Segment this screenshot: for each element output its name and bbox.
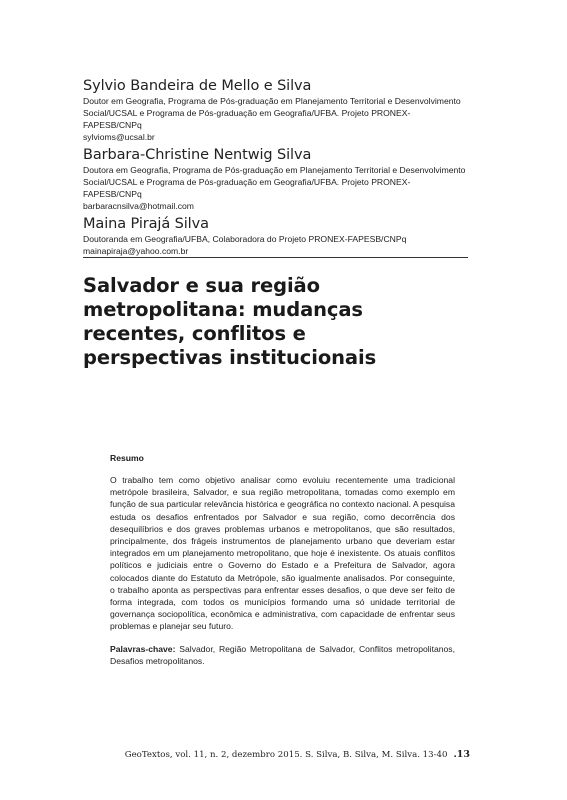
author-name: Barbara-Christine Nentwig Silva (83, 147, 312, 163)
keywords-list: Salvador, Região Metropolitana de Salvador, Conflitos metropolitanos, Desafios metropolitanos. (110, 643, 455, 666)
author-block (83, 216, 468, 257)
author-email[interactable]: sylvioms@ucsal.br (83, 132, 155, 142)
author-affiliation: Doutoranda em Geografia/UFBA, Colaboradora do Projeto PRONEX-FAPESB/CNPq (83, 234, 407, 244)
abstract-section (110, 453, 455, 667)
author-list (83, 78, 468, 261)
abstract-body: O trabalho tem como objetivo analisar como evoluiu recentemente uma tradicional metrópole brasileira, Salvador, e sua região metropolitana, tomadas como exemplo em função de sua particular relevância histórica e geográfica no contexto nacional. A pesquisa estuda os desafios enfrentados por Salvador e sua região, como decorrência dos desequilíbrios e dos graves problemas urbanos e metropolitanos, que são resultados, principalmente, dos frágeis instrumentos de planejamento urbano que deveriam estar integrados em um planejamento metropolitano, que hoje é inexistente. Os atuais conflitos políticos e judiciais entre o Governo do Estado e a Prefeitura de Salvador, agora colocados diante do Estatuto da Metrópole, são igualmente analisados. Por conseguinte, o trabalho aponta as perspectivas para enfrentar esses desafios, o que deve ser feito de forma integrada, com todos os municípios formando uma só unidade territorial de governança sociopolítica, econômica e administrativa, com capacidade de enfrentar seus problemas e planejar seu futuro. (110, 475, 455, 632)
header-divider (83, 257, 468, 258)
keywords-label: Palavras-chave: (110, 643, 176, 654)
author-block (83, 78, 468, 143)
author-email[interactable]: barbaracnsilva@hotmail.com (83, 201, 194, 211)
keywords (110, 643, 455, 667)
author-affiliation: Doutora em Geografia, Programa de Pós-graduação em Planejamento Territorial e Desenvolvimento Social/UCSAL e Programa de Pós-graduação em Geografia/UFBA. Projeto PRONEX-FAPESB/CNPq (83, 165, 466, 199)
author-block (83, 147, 468, 212)
page-number: .13 (453, 749, 470, 760)
author-affiliation: Doutor em Geografia, Programa de Pós-graduação em Planejamento Territorial e Desenvolvimento Social/UCSAL e Programa de Pós-graduação em Geografia/UFBA. Projeto PRONEX-FAPESB/CNPq (83, 96, 461, 130)
article-title: Salvador e sua região metropolitana: mudanças recentes, conflitos e perspectivas institucionais (83, 274, 377, 369)
author-name: Sylvio Bandeira de Mello e Silva (83, 78, 312, 94)
footer-citation: GeoTextos, vol. 11, n. 2, dezembro 2015. S. Silva, B. Silva, M. Silva. 13-40 (124, 750, 448, 760)
abstract-heading: Resumo (110, 453, 144, 463)
page-footer (0, 749, 470, 760)
author-name: Maina Pirajá Silva (83, 216, 209, 232)
author-email[interactable]: mainapiraja@yahoo.com.br (83, 246, 189, 256)
